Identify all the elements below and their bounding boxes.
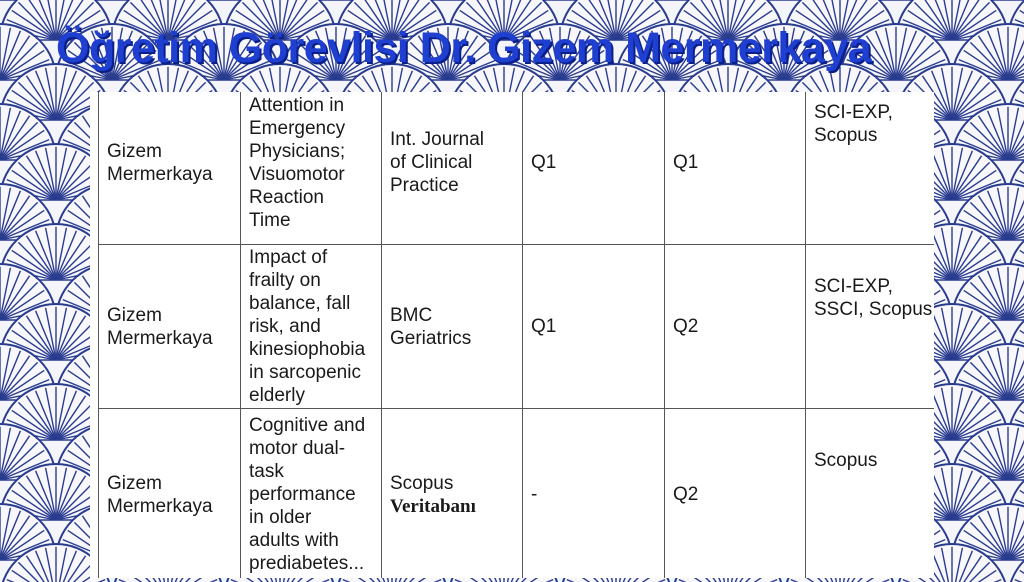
table-row xyxy=(99,92,935,245)
quartile-cell: - xyxy=(523,409,665,579)
quartile-cell: Q1 xyxy=(523,245,665,409)
page-title: Öğretim Görevlisi Dr. Gizem Mermerkaya xyxy=(56,24,872,72)
author-cell: Gizem Mermerkaya xyxy=(99,409,241,579)
table-row xyxy=(99,409,935,579)
quartile-cell: Q1 xyxy=(665,92,806,245)
author-cell: Gizem Mermerkaya xyxy=(99,245,241,409)
table-row xyxy=(99,245,935,409)
index-cell: SCI-EXP, Scopus xyxy=(806,92,935,245)
author-cell: Gizem Mermerkaya xyxy=(99,92,241,245)
journal-cell: Scopus Veritabanı xyxy=(382,409,523,579)
quartile-cell: Q2 xyxy=(665,245,806,409)
publication-table-panel xyxy=(90,92,934,578)
journal-cell: Int. Journal of Clinical Practice xyxy=(382,92,523,245)
journal-cell: BMC Geriatrics xyxy=(382,245,523,409)
quartile-cell: Q2 xyxy=(665,409,806,579)
quartile-cell: Q1 xyxy=(523,92,665,245)
index-cell: SCI-EXP, SSCI, Scopus xyxy=(806,245,935,409)
article-title-cell: Impact of frailty on balance, fall risk, and kinesiophobia in sarcopenic elderly xyxy=(241,245,382,409)
article-title-cell: Cognitive and motor dual- task performance in older adults with prediabetes... xyxy=(241,409,382,579)
article-title-cell: Attention in Emergency Physicians; Visuomotor Reaction Time xyxy=(241,92,382,245)
index-cell: Scopus xyxy=(806,409,935,579)
publication-table xyxy=(98,92,934,578)
